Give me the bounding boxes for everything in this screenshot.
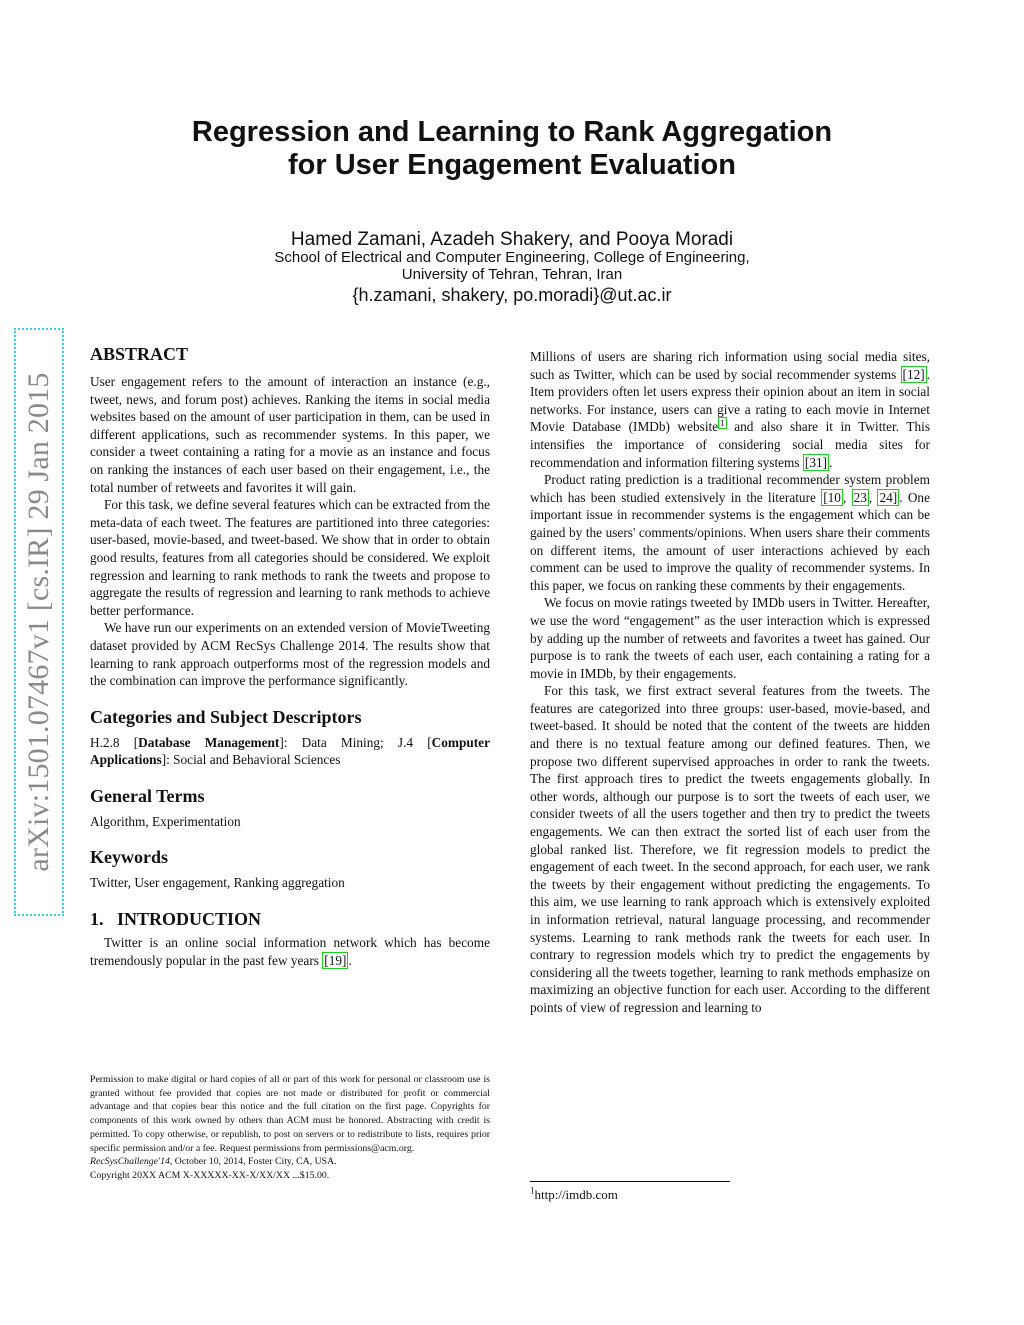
right-paragraph-1 bbox=[530, 348, 930, 471]
categories-code-2: ]: Data Mining; J.4 [ bbox=[279, 734, 432, 750]
text-span: . Item providers often let users express their opinion about an item in social networks. For instance, users can give a rating to each movie in Internet Movie Database (IMDb) website bbox=[530, 366, 930, 435]
introduction-paragraph-1 bbox=[90, 934, 490, 969]
footnote-mark: 1 bbox=[530, 1185, 535, 1196]
abstract-paragraph-2: For this task, we define several features which can be extracted from the meta-data of each tweet. The features are partitioned into three categories: user-based, movie-based, and tweet-based. We show that in order to obtain good results, features from all categories should be considered. We exploit regression and learning to rank methods to rank the tweets and propose to aggregate the results of regression and learning to rank methods to achieve better performance. bbox=[90, 497, 490, 618]
footnote-url[interactable]: http://imdb.com bbox=[534, 1187, 618, 1202]
arxiv-stamp bbox=[14, 328, 64, 916]
citation-link[interactable]: [10 bbox=[823, 489, 841, 505]
categories-text bbox=[90, 734, 490, 769]
abstract-paragraph-3: We have run our experiments on an extended version of MovieTweeting dataset provided by ACM RecSys Challenge 2014. The results show that learning to rank approach outperforms most of the regression models and the combination can improve the performance significantly. bbox=[90, 620, 490, 689]
introduction-heading: 1. INTRODUCTION bbox=[90, 909, 262, 930]
introduction-text: Twitter is an online social information network which has become tremendously popular in the past few years bbox=[90, 935, 490, 968]
paper-title bbox=[90, 116, 934, 182]
introduction-end: . bbox=[348, 952, 352, 968]
author-list: Hamed Zamani, Azadeh Shakery, and Pooya Moradi bbox=[290, 229, 734, 250]
abstract-paragraph-1: User engagement refers to the amount of interaction an instance (e.g., tweet, news, and forum post) achieves. Ranking the items in social media websites based on the amount of user participation in them, can be used in different applications, such as recommender systems. In this paper, we consider a tweet containing a rating for a movie as an instance and focus on ranking the instances of each user based on their engagement, i.e., the total number of retweets and favorites it will gain. bbox=[90, 374, 490, 495]
right-paragraph-2 bbox=[530, 471, 930, 594]
text-span: Millions of users are sharing rich information using social media sites, such as Twitter, which can be used by social recommender systems bbox=[530, 349, 930, 382]
text-span: . One important issue in recommender systems is the engagement which can be gained by the users' comments/opinions. When users share their comments on different items, the amount of user interactions achieved by each comment can be used to improve the quality of recommender systems. In this paper, we focus on ranking these comments by their engagements. bbox=[530, 489, 930, 593]
footnote-link[interactable]: 1 bbox=[720, 417, 725, 428]
categories-bold-2: Computer Applications bbox=[90, 734, 490, 768]
affiliation bbox=[90, 249, 934, 283]
affiliation-line-1: School of Electrical and Computer Engineering, College of Engineering, bbox=[274, 249, 750, 266]
author-emails: {h.zamani, shakery, po.moradi}@ut.ac.ir bbox=[352, 285, 672, 305]
citation-link[interactable]: 23 bbox=[853, 489, 867, 505]
right-column bbox=[530, 348, 930, 1017]
conference-line bbox=[90, 1155, 490, 1169]
categories-code-3: ]: Social and Behavioral Sciences bbox=[161, 752, 341, 768]
conference-name: RecSysChallenge'14, bbox=[90, 1156, 173, 1168]
citation-link[interactable]: [31] bbox=[804, 454, 828, 470]
footnote bbox=[530, 1186, 618, 1203]
conference-details: October 10, 2014, Foster City, CA, USA. bbox=[172, 1156, 337, 1168]
abstract-heading: ABSTRACT bbox=[90, 344, 189, 364]
citation-link[interactable]: [19] bbox=[324, 952, 347, 968]
permission-block bbox=[90, 1073, 490, 1183]
citation-link[interactable]: 24] bbox=[879, 489, 898, 505]
title-line-2: for User Engagement Evaluation bbox=[288, 149, 736, 181]
categories-code-1: H.2.8 [ bbox=[90, 734, 139, 750]
right-paragraph-4: For this task, we first extract several features from the tweets. The features are categorized into three groups: user-based, movie-based, and tweet-based. It should be noted that the content of the tweets are hidden and there is no textual feature among our defined features. Then, we propose two different supervised approaches in order to rank the tweets. The first approach tires to predict the tweets engagements globally. In other words, although our purpose is to sort the tweets of each user, we consider tweets of all the users together and then try to predict the tweets engagements. We can then extract the sorted list of each user from the global ranked list. Therefore, we fit regression models to predict the engagement of each tweet. In the second approach, for each user, we rank the tweets by their engagement without predicting the engagements. To this aim, we use learning to rank approach which is extensively exploited in information retrieval, natural language processing, and recommender systems. Learning to rank methods rank the tweets for each user. In contrary to regression models which try to predict the engagements by considering all the tweets together, learning to rank methods emphasize on maximizing an objective function for each user. According to the different points of view of regression and learning to bbox=[530, 683, 930, 1015]
general-terms-heading: General Terms bbox=[90, 785, 205, 806]
affiliation-line-2: University of Tehran, Tehran, Iran bbox=[401, 266, 623, 283]
arxiv-identifier: arXiv:1501.07467v1 [cs.IR] 29 Jan 2015 bbox=[22, 372, 55, 872]
permission-text: Permission to make digital or hard copies of all or part of this work for personal or classroom use is granted without fee provided that copies are not made or distributed for profit or commercial advantage and that copies bear this notice and the full citation on the first page. Copyrights for components of this work owned by others than ACM must be honored. Abstracting with credit is permitted. To copy otherwise, or republish, to post on servers or to redistribute to lists, requires prior specific permission and/or a fee. Request permissions from permissions@acm.org. bbox=[90, 1074, 490, 1154]
copyright-line: Copyright 20XX ACM X-XXXXX-XX-X/XX/XX ...$15.00. bbox=[90, 1169, 330, 1181]
right-paragraph-3: We focus on movie ratings tweeted by IMDb users in Twitter. Hereafter, we use the word “engagement” as the user interaction which is expressed by adding up the number of retweets and favorites a tweet has gained. Our purpose is to rank the tweets of each user, each containing a rating for a movie in IMDb, by their engagements. bbox=[530, 595, 930, 681]
title-line-1: Regression and Learning to Rank Aggregation bbox=[191, 116, 833, 148]
text-span: . bbox=[829, 454, 833, 470]
text-span: Product rating prediction is a traditional recommender system problem which has been studied extensively in the literature bbox=[530, 472, 930, 505]
text-span: , bbox=[868, 489, 878, 505]
keywords-text: Twitter, User engagement, Ranking aggregation bbox=[90, 875, 345, 891]
text-span: and also share it in Twitter. This intensifies the importance of considering social media sites for recommendation and information filtering systems bbox=[530, 419, 930, 470]
general-terms-text: Algorithm, Experimentation bbox=[90, 813, 241, 829]
left-column bbox=[90, 343, 490, 969]
citation-link[interactable]: [12] bbox=[902, 366, 925, 382]
categories-bold-1: Database Management bbox=[138, 734, 280, 750]
text-span: , bbox=[842, 489, 852, 505]
keywords-heading: Keywords bbox=[90, 847, 168, 868]
footnote-rule bbox=[530, 1181, 730, 1182]
categories-heading: Categories and Subject Descriptors bbox=[90, 706, 362, 727]
